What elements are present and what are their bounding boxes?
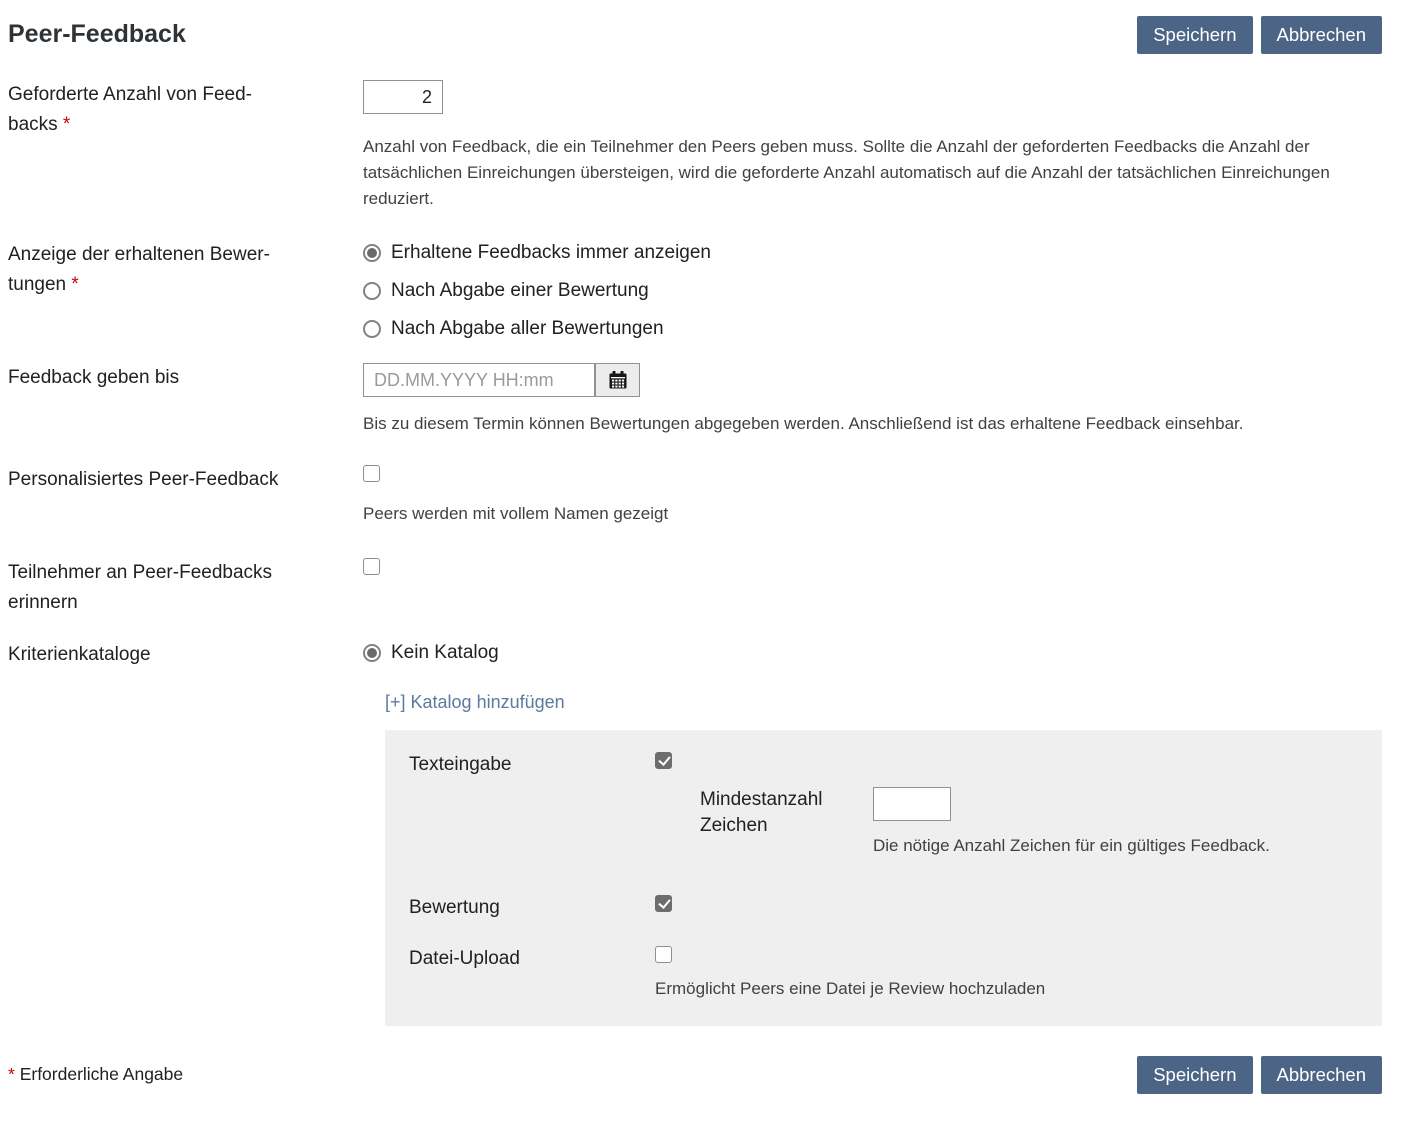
radio-icon[interactable] (363, 244, 381, 262)
radio-option-label: Kein Katalog (391, 642, 499, 663)
required-feedbacks-input[interactable] (363, 80, 443, 114)
footer-action-buttons (1137, 1056, 1382, 1094)
panel-label-min-chars: Mindestanzahl Zeichen (700, 789, 823, 836)
field-label-display-ratings (8, 240, 363, 300)
min-chars-byline: Die nötige Anzahl Zeichen für ein gültiges Feedback. (873, 836, 1270, 855)
panel-label-rating: Bewertung (409, 897, 500, 918)
label-text: Geforderte Anzahl von Feedbacks (8, 84, 252, 135)
file-upload-byline: Ermöglicht Peers eine Datei je Review hochzuladen (655, 979, 1046, 998)
control-catalogues (363, 640, 1382, 1026)
required-asterisk: * (8, 1064, 15, 1084)
field-label-personalized: Personalisiertes Peer-Feedback (8, 469, 279, 490)
radio-option-no-catalogue[interactable] (363, 640, 1382, 665)
personalized-byline: Peers werden mit vollem Namen gezeigt (363, 504, 669, 523)
panel-row-text-input (409, 752, 1358, 777)
display-ratings-radio-group (363, 240, 1382, 341)
label-text: Teilnehmer an Peer-Feedbacks erinnern (8, 562, 273, 613)
radio-option-after-one-rating[interactable] (363, 278, 1382, 303)
radio-icon[interactable] (363, 320, 381, 338)
field-label-required-count (8, 80, 363, 140)
row-reminder (8, 558, 1382, 618)
catalogue-options-panel (385, 730, 1382, 1026)
row-personalized-feedback (8, 465, 1382, 527)
panel-row-rating (409, 895, 1358, 920)
radio-option-label: Nach Abgabe einer Bewertung (391, 280, 649, 301)
panel-row-file-upload (409, 946, 1358, 1002)
radio-option-always-show[interactable] (363, 240, 1382, 265)
radio-option-label: Erhaltene Feedbacks immer anzeigen (391, 242, 712, 263)
personalized-checkbox[interactable] (363, 465, 380, 482)
header-action-buttons (1137, 16, 1382, 54)
calendar-picker-button[interactable] (595, 363, 640, 397)
row-feedback-deadline (8, 363, 1382, 437)
control-required-count (363, 80, 1382, 212)
control-reminder (363, 558, 1382, 580)
panel-control-file-upload (655, 946, 1358, 1002)
radio-icon[interactable] (363, 644, 381, 662)
panel-control-min-chars (873, 787, 1358, 859)
control-personalized (363, 465, 1382, 527)
field-label-deadline: Feedback geben bis (8, 367, 180, 388)
row-criteria-catalogues (8, 640, 1382, 1026)
required-asterisk: * (62, 114, 71, 135)
rating-checkbox[interactable] (655, 895, 672, 912)
required-note-text: Erforderliche Angabe (19, 1064, 184, 1084)
cancel-button-bottom[interactable]: Abbrechen (1261, 1056, 1382, 1094)
panel-label-file-upload: Datei-Upload (409, 948, 520, 969)
field-label-catalogues: Kriterienkataloge (8, 644, 151, 665)
save-button-top[interactable]: Speichern (1137, 16, 1252, 54)
panel-row-min-chars (700, 787, 1358, 859)
page-title: Peer-Feedback (8, 20, 186, 48)
reminder-checkbox[interactable] (363, 558, 380, 575)
required-asterisk: * (71, 274, 79, 295)
required-count-byline: Anzahl von Feedback, die ein Teilnehmer den Peers geben muss. Sollte die Anzahl der geforderten Feedbacks die Anzahl der tatsächlichen Einreichungen übersteigen, wird die geforderte Anzahl automatisch auf die Anzahl der tatsächlichen Einreichungen reduziert. (363, 137, 1330, 208)
save-button-bottom[interactable]: Speichern (1137, 1056, 1252, 1094)
row-display-ratings (8, 240, 1382, 341)
file-upload-checkbox[interactable] (655, 946, 672, 963)
field-label-reminder (8, 558, 363, 618)
date-input-group (363, 363, 640, 397)
min-chars-input[interactable] (873, 787, 951, 821)
calendar-icon (608, 370, 628, 390)
control-deadline (363, 363, 1382, 437)
form-header (8, 16, 1382, 54)
add-catalogue-link[interactable]: [+] Katalog hinzufügen (385, 692, 565, 712)
row-required-feedback-count (8, 80, 1382, 212)
radio-option-label: Nach Abgabe aller Bewertungen (391, 318, 664, 339)
deadline-byline: Bis zu diesem Termin können Bewertungen abgegeben werden. Anschließend ist das erhaltene Feedback einsehbar. (363, 414, 1244, 433)
cancel-button-top[interactable]: Abbrechen (1261, 16, 1382, 54)
text-input-checkbox[interactable] (655, 752, 672, 769)
radio-icon[interactable] (363, 282, 381, 300)
panel-label-text-input: Texteingabe (409, 754, 512, 775)
panel-control-text-input (655, 752, 1358, 774)
label-text: Anzeige der erhaltenen Bewertungen (8, 244, 270, 295)
panel-control-rating (655, 895, 1358, 917)
required-note (8, 1056, 183, 1092)
form-footer (8, 1056, 1382, 1134)
deadline-date-input[interactable] (363, 363, 595, 397)
radio-option-after-all-ratings[interactable] (363, 316, 1382, 341)
